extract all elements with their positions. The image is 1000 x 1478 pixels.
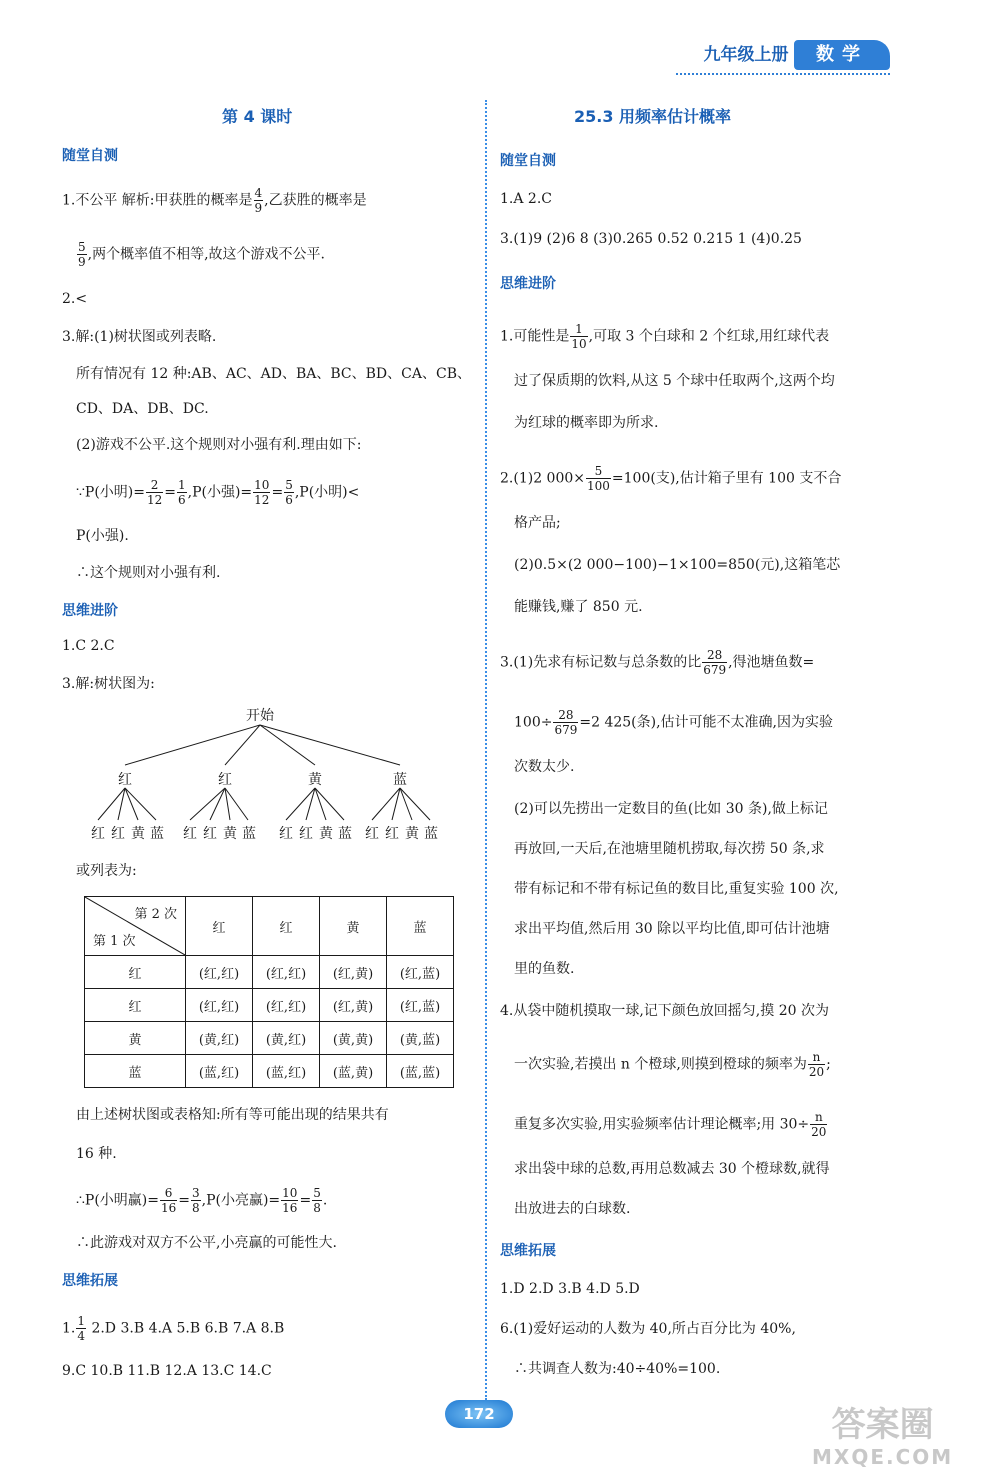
tree-leaf: 红	[365, 826, 379, 842]
tree-leaf: 红	[91, 826, 105, 842]
right-a3h: 里的鱼数.	[514, 961, 575, 977]
left-section-1: 随堂自测	[62, 148, 118, 164]
left-q3-l7: ∴这个规则对小强有利.	[76, 565, 221, 581]
left-q3-l2: 所有情况有 12 种:AB、AC、AD、BA、BC、BD、CA、CB、	[76, 366, 471, 382]
left-section-3: 思维拓展	[62, 1273, 118, 1289]
tree-leaf: 黄	[131, 826, 145, 842]
table-cell: (红,蓝)	[387, 989, 454, 1022]
subject-tab: 数学	[794, 40, 890, 70]
table-row	[85, 1022, 454, 1055]
left-q3-l4: (2)游戏不公平.这个规则对小强有利.理由如下:	[76, 437, 362, 453]
right-a4b: 一次实验,若摸出 n 个橙球,则摸到橙球的频率为 $\frac{n}{20}$ ;	[514, 1050, 831, 1079]
right-a4c: 重复多次实验,用实验频率估计理论概率;用 30÷ $\frac{n}{20}$	[514, 1110, 827, 1139]
header-divider	[676, 73, 890, 75]
corner-top: 第 2 次	[134, 907, 177, 922]
right-section-1: 随堂自测	[500, 153, 556, 169]
col-header: 蓝	[387, 897, 454, 956]
right-a1b: 过了保质期的饮料,从这 5 个球中任取两个,这两个均	[514, 373, 835, 389]
tree-leaf: 黄	[319, 826, 333, 842]
table-corner	[85, 897, 186, 956]
row-header: 黄	[85, 1022, 186, 1055]
right-b3: ∴共调查人数为:40÷40%=100.	[514, 1361, 721, 1377]
left-p3: 3.解:树状图为:	[62, 676, 155, 692]
right-a3e: 再放回,一天后,在池塘里随机捞取,每次捞 50 条,求	[514, 841, 825, 857]
corner-bottom: 第 1 次	[93, 934, 136, 949]
right-a1c: 为红球的概率即为所求.	[514, 415, 659, 431]
tree-l1-3: 蓝	[393, 772, 407, 788]
right-a3b: 100÷ $\frac{28}{679}$ =2 425(条),估计可能不太准确,因为实验	[514, 708, 833, 737]
left-q3-l3: CD、DA、DB、DC.	[76, 401, 209, 417]
right-b1: 1.D 2.D 3.B 4.D 5.D	[500, 1281, 640, 1297]
grade-label: 九年级上册	[703, 45, 789, 65]
table-cell: (黄,蓝)	[387, 1022, 454, 1055]
left-q1-line1: 1.不公平 解析:甲获胜的概率是 $\frac{4}{9}$ ,乙获胜的概率是	[62, 186, 367, 215]
right-section-2: 思维进阶	[500, 276, 556, 292]
tree-root: 开始	[246, 708, 274, 724]
page-number: 172	[445, 1400, 513, 1428]
tree-leaf: 蓝	[150, 826, 164, 842]
left-c4: ∴此游戏对双方不公平,小亮赢的可能性大.	[76, 1235, 337, 1251]
left-q1-line2: $\frac{5}{9}$ ,两个概率值不相等,故这个游戏不公平.	[78, 240, 325, 269]
tree-leaf: 红	[111, 826, 125, 842]
table-cell: (黄,黄)	[320, 1022, 387, 1055]
table-cell: (蓝,蓝)	[387, 1055, 454, 1088]
right-title: 25.3 用频率估计概率	[574, 107, 732, 126]
table-cell: (蓝,红)	[253, 1055, 320, 1088]
table-row	[85, 989, 454, 1022]
left-section-2: 思维进阶	[62, 603, 118, 619]
row-header: 红	[85, 956, 186, 989]
tree-leaf: 蓝	[242, 826, 256, 842]
right-a3f: 带有标记和不带有标记鱼的数目比,重复实验 100 次,	[514, 881, 839, 897]
right-b2: 6.(1)爱好运动的人数为 40,所占百分比为 40%,	[500, 1321, 796, 1337]
right-a3g: 求出平均值,然后用 30 除以平均比值,即可估计池塘	[514, 921, 830, 937]
left-t1: 1. $\frac{1}{4}$ 2.D 3.B 4.A 5.B 6.B 7.A 8.B	[62, 1314, 285, 1343]
table-cell: (黄,红)	[186, 1022, 253, 1055]
tree-l1-2: 黄	[308, 772, 322, 788]
tree-diagram	[80, 700, 460, 850]
right-a1: 1.可能性是 $\frac{1}{10}$ ,可取 3 个白球和 2 个红球,用红球代表	[500, 322, 830, 351]
left-c2: 16 种.	[76, 1146, 117, 1162]
right-a3c: 次数太少.	[514, 759, 575, 775]
left-q3-l1: 3.解:(1)树状图或列表略.	[62, 329, 217, 345]
col-header: 红	[253, 897, 320, 956]
table-cell: (红,红)	[253, 956, 320, 989]
table-cell: (蓝,黄)	[320, 1055, 387, 1088]
row-header: 蓝	[85, 1055, 186, 1088]
table-cell: (红,黄)	[320, 956, 387, 989]
left-title: 第 4 课时	[222, 107, 293, 126]
left-t2: 9.C 10.B 11.B 12.A 13.C 14.C	[62, 1363, 272, 1379]
right-section-3: 思维拓展	[500, 1243, 556, 1259]
table-cell: (红,黄)	[320, 989, 387, 1022]
right-a2d: 能赚钱,赚了 850 元.	[514, 599, 643, 615]
right-r1: 1.A 2.C	[500, 191, 552, 207]
table-cell: (红,红)	[253, 989, 320, 1022]
table-cell: (红,红)	[186, 989, 253, 1022]
left-or-table: 或列表为:	[76, 863, 137, 879]
left-q3-l6: P(小强).	[76, 528, 129, 544]
col-header: 黄	[320, 897, 387, 956]
right-a3d: (2)可以先捞出一定数目的鱼(比如 30 条),做上标记	[514, 801, 828, 817]
left-q2: 2.<	[62, 291, 88, 307]
table-row	[85, 1055, 454, 1088]
left-q3-eq: ∵P(小明)= $\frac{2}{12}$ = $\frac{1}{6}$ ,P(小强)= $\frac{10}{12}$ = $\frac{5}{6}$ ,P(小明)<	[76, 478, 360, 507]
tree-leaf: 黄	[223, 826, 237, 842]
left-p1: 1.C 2.C	[62, 638, 115, 654]
right-a4: 4.从袋中随机摸取一球,记下颜色放回摇匀,摸 20 次为	[500, 1003, 829, 1019]
table-row	[85, 956, 454, 989]
right-a2b: 格产品;	[514, 515, 561, 531]
tree-leaf: 蓝	[338, 826, 352, 842]
tree-leaf: 黄	[405, 826, 419, 842]
tree-leaf: 红	[385, 826, 399, 842]
table-cell: (红,红)	[186, 956, 253, 989]
column-divider	[485, 100, 487, 1400]
left-c1: 由上述树状图或表格知:所有等可能出现的结果共有	[76, 1107, 389, 1123]
left-c3: ∴P(小明赢)= $\frac{6}{16}$ = $\frac{3}{8}$ ,P(小亮赢)= $\frac{10}{16}$ = $\frac{5}{8}$ .	[76, 1186, 328, 1215]
right-a3: 3.(1)先求有标记数与总条数的比 $\frac{28}{679}$ ,得池塘鱼数=	[500, 648, 815, 677]
table-cell: (红,蓝)	[387, 956, 454, 989]
right-a4d: 求出袋中球的总数,再用总数减去 30 个橙球数,就得	[514, 1161, 830, 1177]
tree-leaf: 蓝	[424, 826, 438, 842]
table-cell: (蓝,红)	[186, 1055, 253, 1088]
tree-leaf: 红	[183, 826, 197, 842]
tree-leaf: 红	[279, 826, 293, 842]
tree-leaf: 红	[203, 826, 217, 842]
col-header: 红	[186, 897, 253, 956]
tree-leaf: 红	[299, 826, 313, 842]
tree-l1-1: 红	[218, 772, 232, 788]
outcome-table	[84, 896, 454, 1088]
tree-l1-0: 红	[118, 772, 132, 788]
table-cell: (黄,红)	[253, 1022, 320, 1055]
right-r2: 3.(1)9 (2)6 8 (3)0.265 0.52 0.215 1 (4)0.25	[500, 231, 802, 247]
right-a4e: 出放进去的白球数.	[514, 1201, 631, 1217]
right-a2c: (2)0.5×(2 000−100)−1×100=850(元),这箱笔芯	[514, 557, 841, 573]
row-header: 红	[85, 989, 186, 1022]
watermark: 答案圈 MXQE.COM	[812, 1405, 954, 1469]
right-a2: 2.(1)2 000× $\frac{5}{100}$ =100(支),估计箱子里有 100 支不合	[500, 464, 842, 493]
